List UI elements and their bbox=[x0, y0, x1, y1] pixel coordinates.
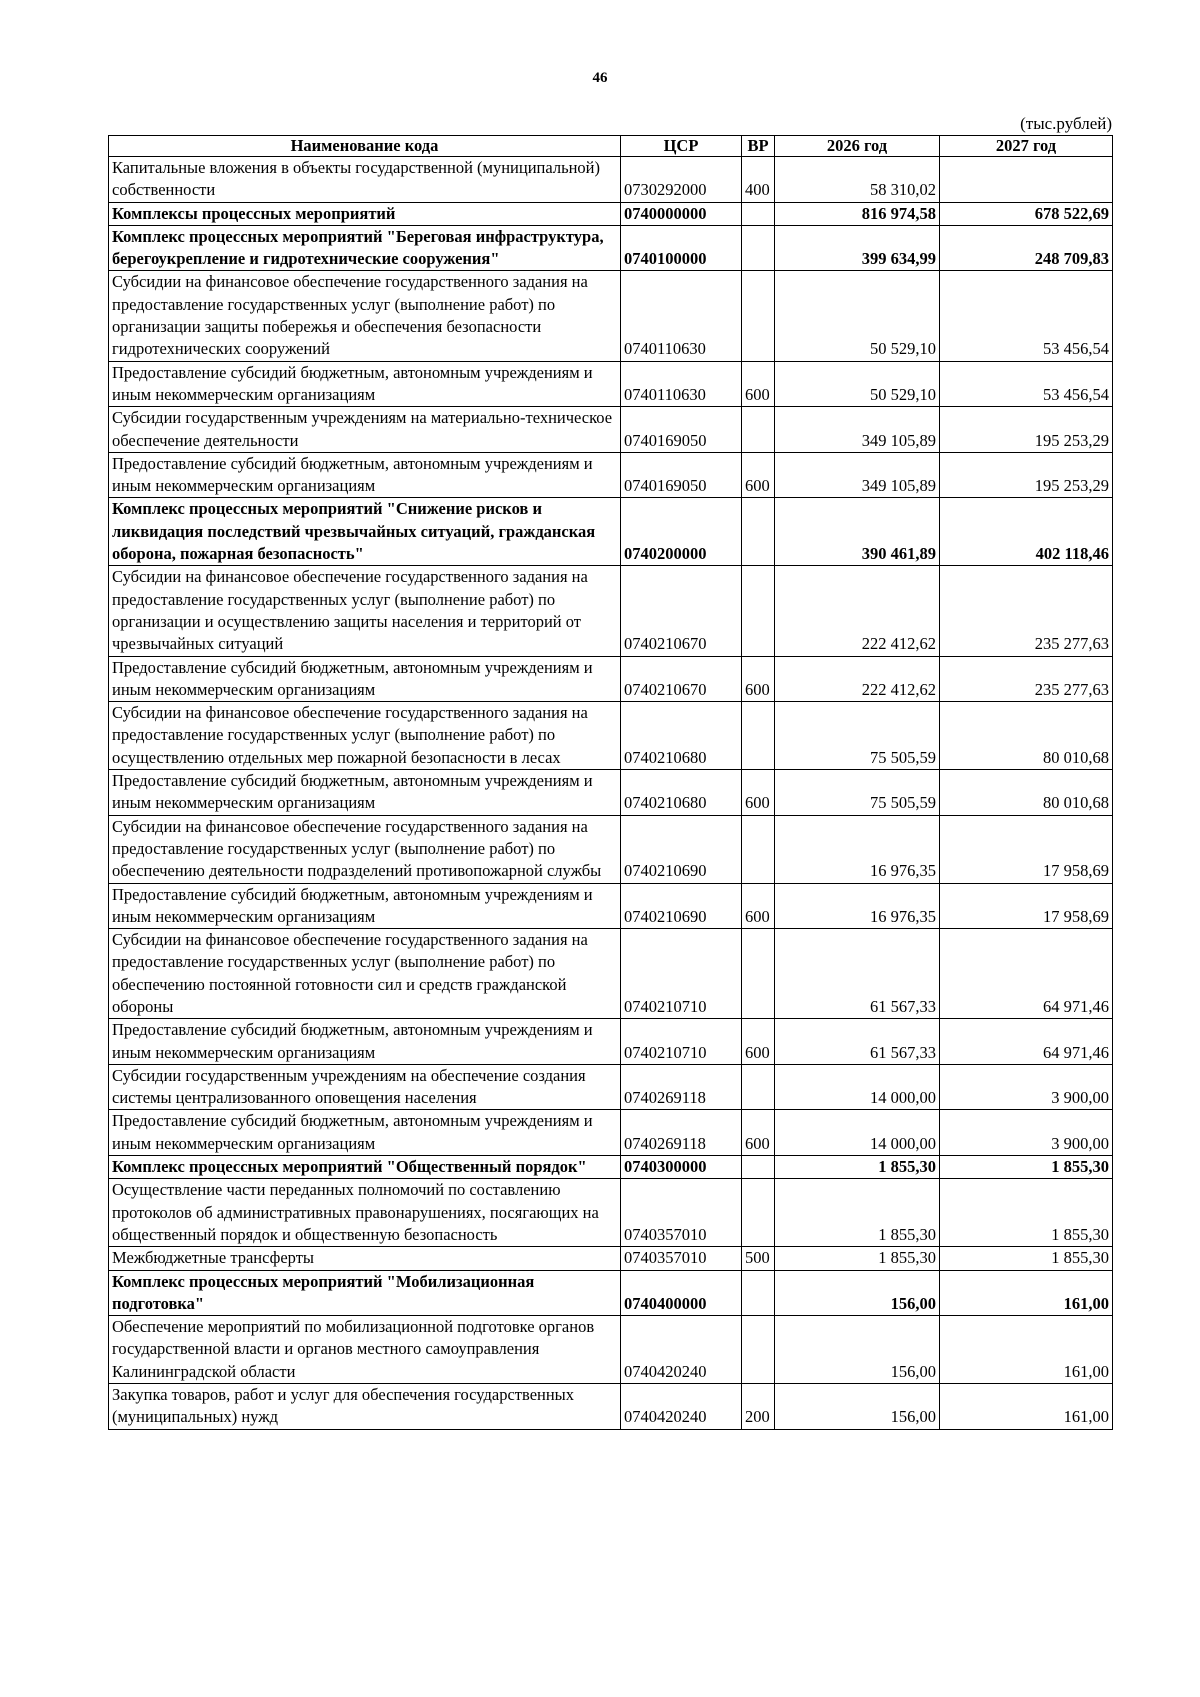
cell-2027: 161,00 bbox=[940, 1270, 1113, 1316]
cell-name: Предоставление субсидий бюджетным, автономным учреждениям и иным некоммерческим организациям bbox=[109, 770, 621, 816]
cell-name: Субсидии государственным учреждениям на материально-техническое обеспечение деятельности bbox=[109, 407, 621, 453]
cell-csr: 0740210710 bbox=[621, 929, 742, 1019]
cell-csr: 0740169050 bbox=[621, 407, 742, 453]
cell-vr bbox=[742, 202, 775, 225]
cell-vr: 200 bbox=[742, 1384, 775, 1430]
cell-2027 bbox=[940, 157, 1113, 203]
cell-2027: 1 855,30 bbox=[940, 1179, 1113, 1247]
cell-2027: 235 277,63 bbox=[940, 656, 1113, 702]
cell-vr bbox=[742, 407, 775, 453]
cell-csr: 0740269118 bbox=[621, 1064, 742, 1110]
cell-csr: 0740210690 bbox=[621, 883, 742, 929]
table-row bbox=[109, 1019, 1113, 1065]
header-csr: ЦСР bbox=[621, 136, 742, 157]
cell-csr: 0740210710 bbox=[621, 1019, 742, 1065]
cell-2027: 17 958,69 bbox=[940, 815, 1113, 883]
cell-name: Предоставление субсидий бюджетным, автономным учреждениям и иным некоммерческим организациям bbox=[109, 361, 621, 407]
cell-vr: 600 bbox=[742, 1110, 775, 1156]
cell-2026: 399 634,99 bbox=[775, 225, 940, 271]
cell-csr: 0740210680 bbox=[621, 702, 742, 770]
cell-2026: 14 000,00 bbox=[775, 1110, 940, 1156]
cell-vr bbox=[742, 566, 775, 656]
cell-2027: 195 253,29 bbox=[940, 452, 1113, 498]
cell-vr: 600 bbox=[742, 1019, 775, 1065]
cell-2026: 50 529,10 bbox=[775, 271, 940, 361]
cell-2026: 16 976,35 bbox=[775, 815, 940, 883]
cell-csr: 0730292000 bbox=[621, 157, 742, 203]
cell-2026: 349 105,89 bbox=[775, 452, 940, 498]
table-row bbox=[109, 1384, 1113, 1430]
cell-vr: 600 bbox=[742, 361, 775, 407]
cell-2026: 156,00 bbox=[775, 1316, 940, 1384]
cell-name: Предоставление субсидий бюджетным, автономным учреждениям и иным некоммерческим организациям bbox=[109, 1019, 621, 1065]
table-row bbox=[109, 202, 1113, 225]
cell-2027: 80 010,68 bbox=[940, 702, 1113, 770]
cell-vr bbox=[742, 929, 775, 1019]
cell-2026: 61 567,33 bbox=[775, 929, 940, 1019]
table-row bbox=[109, 883, 1113, 929]
cell-csr: 0740210670 bbox=[621, 566, 742, 656]
cell-name: Предоставление субсидий бюджетным, автономным учреждениям и иным некоммерческим организациям bbox=[109, 452, 621, 498]
header-2026: 2026 год bbox=[775, 136, 940, 157]
cell-csr: 0740357010 bbox=[621, 1247, 742, 1270]
cell-name: Предоставление субсидий бюджетным, автономным учреждениям и иным некоммерческим организациям bbox=[109, 656, 621, 702]
table-row bbox=[109, 498, 1113, 566]
cell-2026: 222 412,62 bbox=[775, 566, 940, 656]
cell-vr bbox=[742, 271, 775, 361]
cell-2027: 402 118,46 bbox=[940, 498, 1113, 566]
cell-2027: 3 900,00 bbox=[940, 1110, 1113, 1156]
header-vr: ВР bbox=[742, 136, 775, 157]
cell-name: Комплексы процессных мероприятий bbox=[109, 202, 621, 225]
cell-2027: 195 253,29 bbox=[940, 407, 1113, 453]
cell-csr: 0740100000 bbox=[621, 225, 742, 271]
cell-2027: 53 456,54 bbox=[940, 361, 1113, 407]
cell-2026: 16 976,35 bbox=[775, 883, 940, 929]
cell-csr: 0740110630 bbox=[621, 271, 742, 361]
cell-2027: 678 522,69 bbox=[940, 202, 1113, 225]
cell-name: Предоставление субсидий бюджетным, автономным учреждениям и иным некоммерческим организациям bbox=[109, 883, 621, 929]
table-row bbox=[109, 1156, 1113, 1179]
table-row bbox=[109, 929, 1113, 1019]
cell-2026: 222 412,62 bbox=[775, 656, 940, 702]
cell-name: Субсидии на финансовое обеспечение государственного задания на предоставление государственных услуг (выполнение работ) по организации защиты побережья и обеспечения безопасности гидротехнических сооружений bbox=[109, 271, 621, 361]
table-row bbox=[109, 361, 1113, 407]
cell-2027: 64 971,46 bbox=[940, 1019, 1113, 1065]
cell-2027: 3 900,00 bbox=[940, 1064, 1113, 1110]
cell-2026: 156,00 bbox=[775, 1270, 940, 1316]
cell-2027: 80 010,68 bbox=[940, 770, 1113, 816]
cell-name: Субсидии на финансовое обеспечение государственного задания на предоставление государственных услуг (выполнение работ) по обеспечению постоянной готовности сил и средств гражданской обороны bbox=[109, 929, 621, 1019]
cell-csr: 0740200000 bbox=[621, 498, 742, 566]
table-body bbox=[109, 157, 1113, 1430]
table-row bbox=[109, 770, 1113, 816]
table-row bbox=[109, 656, 1113, 702]
cell-name: Предоставление субсидий бюджетным, автономным учреждениям и иным некоммерческим организациям bbox=[109, 1110, 621, 1156]
cell-2026: 50 529,10 bbox=[775, 361, 940, 407]
table-row bbox=[109, 1064, 1113, 1110]
cell-csr: 0740400000 bbox=[621, 1270, 742, 1316]
cell-2026: 75 505,59 bbox=[775, 770, 940, 816]
table-row bbox=[109, 1247, 1113, 1270]
cell-2026: 349 105,89 bbox=[775, 407, 940, 453]
cell-vr bbox=[742, 225, 775, 271]
table-row bbox=[109, 452, 1113, 498]
cell-vr bbox=[742, 815, 775, 883]
table-row bbox=[109, 1179, 1113, 1247]
cell-2027: 161,00 bbox=[940, 1384, 1113, 1430]
table-row bbox=[109, 407, 1113, 453]
cell-2027: 1 855,30 bbox=[940, 1247, 1113, 1270]
cell-csr: 0740210690 bbox=[621, 815, 742, 883]
cell-vr bbox=[742, 498, 775, 566]
cell-name: Комплекс процессных мероприятий "Снижение рисков и ликвидация последствий чрезвычайных ситуаций, гражданская оборона, пожарная безопасность" bbox=[109, 498, 621, 566]
budget-table bbox=[108, 135, 1113, 1430]
cell-2026: 156,00 bbox=[775, 1384, 940, 1430]
cell-csr: 0740169050 bbox=[621, 452, 742, 498]
cell-vr bbox=[742, 1316, 775, 1384]
page-number: 46 bbox=[592, 70, 608, 86]
table-row bbox=[109, 815, 1113, 883]
cell-name: Межбюджетные трансферты bbox=[109, 1247, 621, 1270]
cell-csr: 0740269118 bbox=[621, 1110, 742, 1156]
cell-csr: 0740300000 bbox=[621, 1156, 742, 1179]
cell-name: Субсидии государственным учреждениям на обеспечение создания системы централизованного оповещения населения bbox=[109, 1064, 621, 1110]
cell-vr bbox=[742, 702, 775, 770]
cell-2027: 53 456,54 bbox=[940, 271, 1113, 361]
cell-vr bbox=[742, 1270, 775, 1316]
table-row bbox=[109, 1270, 1113, 1316]
cell-vr: 600 bbox=[742, 452, 775, 498]
units-label: (тыс.рублей) bbox=[1020, 114, 1112, 133]
table-row bbox=[109, 566, 1113, 656]
cell-2026: 1 855,30 bbox=[775, 1179, 940, 1247]
cell-name: Капитальные вложения в объекты государственной (муниципальной) собственности bbox=[109, 157, 621, 203]
cell-2027: 17 958,69 bbox=[940, 883, 1113, 929]
cell-vr bbox=[742, 1179, 775, 1247]
cell-name: Закупка товаров, работ и услуг для обеспечения государственных (муниципальных) нужд bbox=[109, 1384, 621, 1430]
cell-2026: 1 855,30 bbox=[775, 1156, 940, 1179]
cell-2026: 14 000,00 bbox=[775, 1064, 940, 1110]
cell-2027: 1 855,30 bbox=[940, 1156, 1113, 1179]
table-row bbox=[109, 225, 1113, 271]
cell-name: Комплекс процессных мероприятий "Общественный порядок" bbox=[109, 1156, 621, 1179]
cell-2026: 61 567,33 bbox=[775, 1019, 940, 1065]
cell-2027: 161,00 bbox=[940, 1316, 1113, 1384]
cell-vr: 400 bbox=[742, 157, 775, 203]
table-row bbox=[109, 157, 1113, 203]
header-name: Наименование кода bbox=[109, 136, 621, 157]
table-row bbox=[109, 271, 1113, 361]
cell-2026: 75 505,59 bbox=[775, 702, 940, 770]
cell-name: Субсидии на финансовое обеспечение государственного задания на предоставление государственных услуг (выполнение работ) по осуществлению отдельных мер пожарной безопасности в лесах bbox=[109, 702, 621, 770]
cell-csr: 0740110630 bbox=[621, 361, 742, 407]
cell-name: Субсидии на финансовое обеспечение государственного задания на предоставление государственных услуг (выполнение работ) по организации и осуществлению защиты населения и территорий от чрезвычайных ситуаций bbox=[109, 566, 621, 656]
table-row bbox=[109, 702, 1113, 770]
cell-2026: 390 461,89 bbox=[775, 498, 940, 566]
cell-2027: 235 277,63 bbox=[940, 566, 1113, 656]
cell-csr: 0740210670 bbox=[621, 656, 742, 702]
cell-vr bbox=[742, 1156, 775, 1179]
cell-vr bbox=[742, 1064, 775, 1110]
cell-vr: 600 bbox=[742, 656, 775, 702]
cell-csr: 0740420240 bbox=[621, 1316, 742, 1384]
cell-2026: 58 310,02 bbox=[775, 157, 940, 203]
cell-2027: 64 971,46 bbox=[940, 929, 1113, 1019]
cell-vr: 600 bbox=[742, 770, 775, 816]
cell-name: Комплекс процессных мероприятий "Мобилизационная подготовка" bbox=[109, 1270, 621, 1316]
cell-csr: 0740357010 bbox=[621, 1179, 742, 1247]
cell-csr: 0740420240 bbox=[621, 1384, 742, 1430]
cell-name: Обеспечение мероприятий по мобилизационной подготовке органов государственной власти и органов местного самоуправления Калининградской области bbox=[109, 1316, 621, 1384]
cell-name: Комплекс процессных мероприятий "Береговая инфраструктура, берегоукрепление и гидротехнические сооружения" bbox=[109, 225, 621, 271]
cell-name: Субсидии на финансовое обеспечение государственного задания на предоставление государственных услуг (выполнение работ) по обеспечению деятельности подразделений противопожарной службы bbox=[109, 815, 621, 883]
cell-2026: 1 855,30 bbox=[775, 1247, 940, 1270]
cell-2027: 248 709,83 bbox=[940, 225, 1113, 271]
cell-csr: 0740000000 bbox=[621, 202, 742, 225]
cell-vr: 500 bbox=[742, 1247, 775, 1270]
table-row bbox=[109, 1316, 1113, 1384]
cell-name: Осуществление части переданных полномочий по составлению протоколов об административных правонарушениях, посягающих на общественный порядок и общественную безопасность bbox=[109, 1179, 621, 1247]
header-2027: 2027 год bbox=[940, 136, 1113, 157]
cell-vr: 600 bbox=[742, 883, 775, 929]
cell-2026: 816 974,58 bbox=[775, 202, 940, 225]
table-row bbox=[109, 1110, 1113, 1156]
table-header-row bbox=[109, 136, 1113, 157]
cell-csr: 0740210680 bbox=[621, 770, 742, 816]
